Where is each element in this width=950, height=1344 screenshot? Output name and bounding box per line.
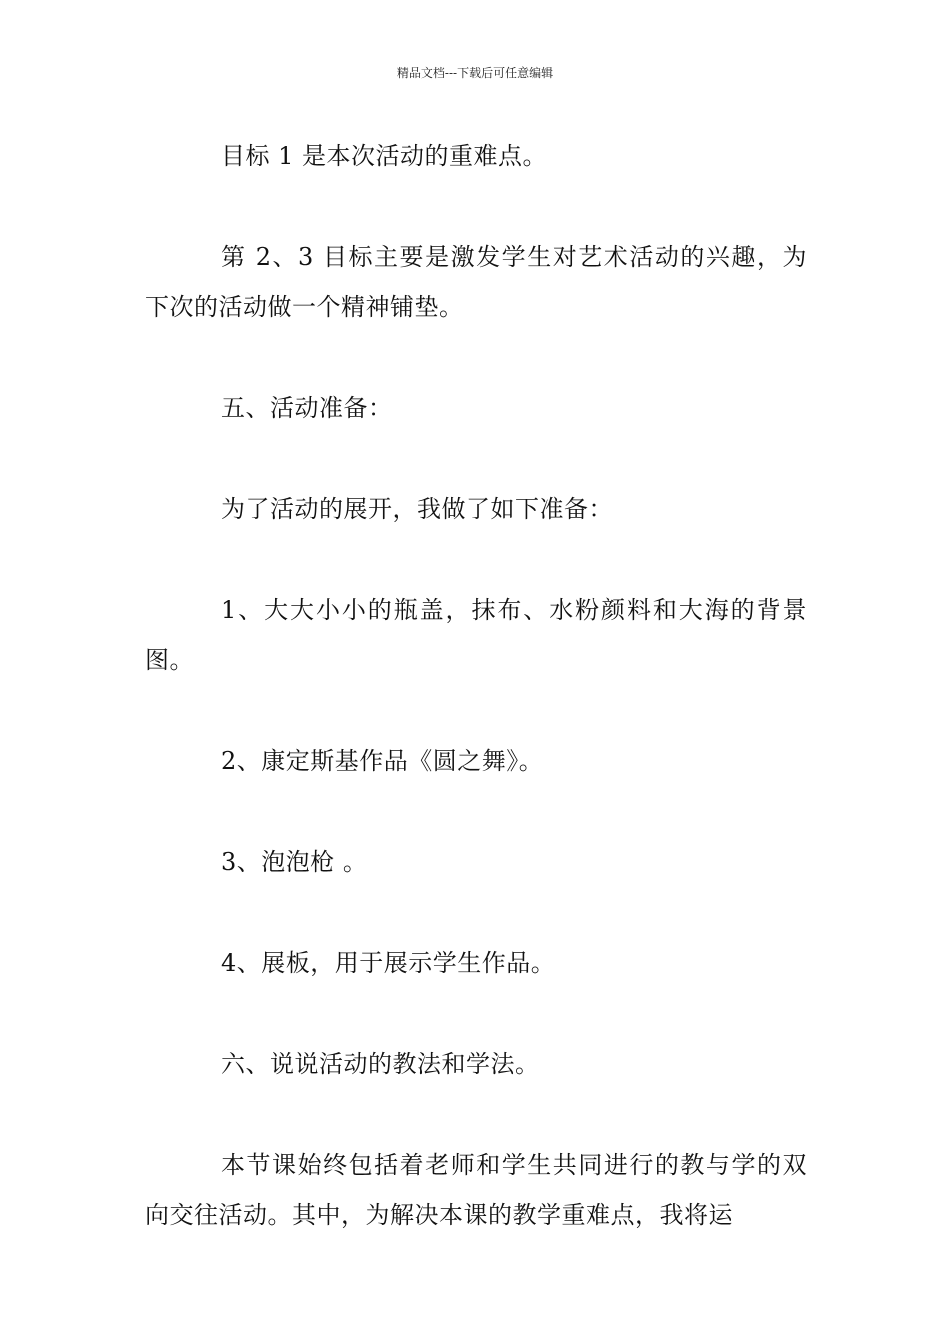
paragraph-methods: 本节课始终包括着老师和学生共同进行的教与学的双向交往活动。其中，为解决本课的教学重难点，我将运: [145, 1151, 807, 1229]
list-item-1: 1、大大小小的瓶盖，抹布、水粉颜料和大海的背景图。: [145, 596, 807, 674]
list-item-4: 4、展板，用于展示学生作品。: [221, 949, 556, 977]
document-body: [145, 131, 807, 1291]
page-header: 精品文档---下载后可任意编辑: [396, 66, 554, 80]
section-heading-methods: 六、说说活动的教法和学法。: [221, 1050, 540, 1078]
section-heading-preparation: 五、活动准备：: [221, 394, 393, 422]
paragraph-preparation-intro: 为了活动的展开，我做了如下准备：: [221, 495, 613, 523]
list-item-3: 3、泡泡枪 。: [221, 848, 368, 876]
paragraph-goals-2-3: 第 2、3 目标主要是激发学生对艺术活动的兴趣，为下次的活动做一个精神铺垫。: [145, 243, 807, 321]
paragraph-goal-1: 目标 1 是本次活动的重难点。: [221, 142, 548, 170]
list-item-2: 2、康定斯基作品《圆之舞》。: [221, 747, 544, 775]
